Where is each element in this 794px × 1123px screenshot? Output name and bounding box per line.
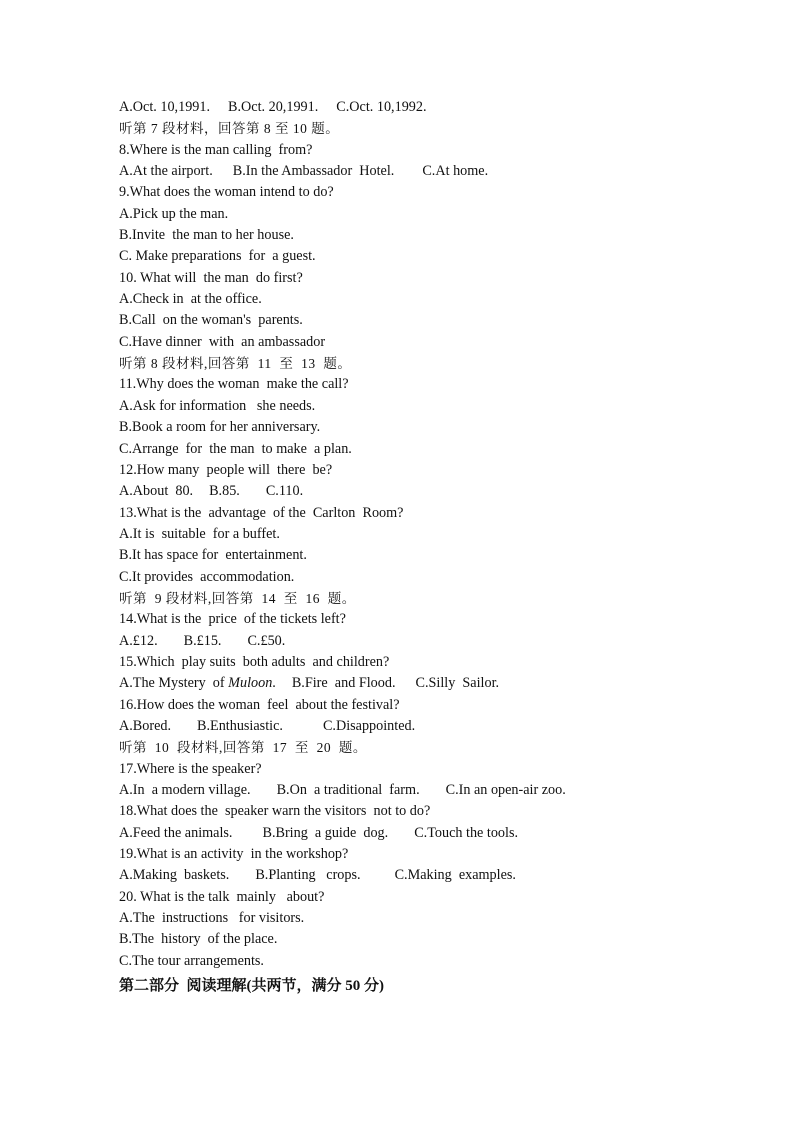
question-line: 20. What is the talk mainly about? — [119, 888, 325, 905]
option: B.Planting crops. — [255, 867, 361, 884]
question-line: 13.What is the advantage of the Carlton Room? — [119, 504, 404, 521]
option-a — [119, 675, 276, 691]
option: A.Making baskets. — [119, 867, 230, 884]
question-line: C. Make preparations for a guest. — [119, 248, 316, 265]
question-line: C.Arrange for the man to make a plan. — [119, 440, 352, 457]
question-line: C.The tour arrangements. — [119, 952, 264, 969]
question-line: 14.What is the price of the tickets left? — [119, 611, 346, 628]
option: B.Fire and Flood. — [291, 675, 396, 692]
option: C.Touch the tools. — [414, 824, 519, 841]
question-line: A.The instructions for visitors. — [119, 910, 305, 927]
section-instruction: 听第 9 段材料,回答第 14 至 16 题。 — [119, 590, 356, 606]
question-line: A.Check in at the office. — [119, 291, 262, 308]
question-line: 17.Where is the speaker? — [119, 760, 262, 777]
options-line — [119, 631, 719, 652]
option: B.Enthusiastic. — [197, 717, 283, 734]
question-line: C.Have dinner with an ambassador — [119, 333, 326, 350]
question-line: A.Pick up the man. — [119, 205, 229, 222]
options-line — [119, 161, 719, 182]
option: B.£15. — [183, 632, 222, 649]
options-line — [119, 673, 719, 694]
option-a-suffix: . — [272, 675, 276, 692]
section-instruction: 听第 10 段材料,回答第 17 至 20 题。 — [119, 740, 367, 756]
question-line: A.It is suitable for a buffet. — [119, 525, 280, 542]
question-line: 12.How many people will there be? — [119, 461, 333, 478]
question-line: 16.How does the woman feel about the festival? — [119, 696, 400, 713]
option: B.In the Ambassador Hotel. — [232, 163, 395, 180]
option: C.£50. — [247, 632, 286, 649]
question-line: 19.What is an activity in the workshop? — [119, 846, 349, 863]
question-line: C.It provides accommodation. — [119, 568, 295, 585]
part-heading: 第二部分 阅读理解(共两节，满分 50 分) — [119, 978, 384, 995]
question-line: 18.What does the speaker warn the visitors not to do? — [119, 803, 431, 820]
option: A.Bored. — [119, 717, 172, 734]
options-line — [119, 823, 719, 844]
question-line: 15.Which play suits both adults and children? — [119, 653, 390, 670]
question-line: 8.Where is the man calling from? — [119, 141, 313, 158]
question-line: B.Invite the man to her house. — [119, 227, 294, 244]
option: C.Silly Sailor. — [415, 675, 500, 692]
option: A.At the airport. — [119, 163, 213, 180]
options-line — [119, 865, 719, 886]
question-line: 11.Why does the woman make the call? — [119, 376, 349, 393]
question-line: B.The history of the place. — [119, 931, 278, 948]
question-line: 10. What will the man do first? — [119, 269, 303, 286]
option: A.About 80. — [119, 483, 194, 500]
options-line — [119, 481, 719, 502]
option: C.Oct. 10,1992. — [336, 99, 427, 115]
option: A.Oct. 10,1991. — [119, 99, 211, 115]
option: B.Bring a guide dog. — [262, 824, 389, 841]
section-instruction: 听第 8 段材料,回答第 11 至 13 题。 — [119, 356, 352, 372]
options-line — [119, 97, 719, 118]
option: B.On a traditional farm. — [276, 782, 420, 798]
option: A.In a modern village. — [119, 782, 251, 798]
option: C.Disappointed. — [322, 717, 416, 734]
option: C.Making examples. — [394, 867, 516, 884]
listening-questions — [119, 97, 719, 997]
option: C.110. — [265, 483, 304, 500]
option: C.At home. — [422, 163, 489, 180]
question-line: 9.What does the woman intend to do? — [119, 184, 334, 201]
option: B.Oct. 20,1991. — [228, 99, 319, 115]
question-line: B.It has space for entertainment. — [119, 547, 307, 564]
question-line: B.Book a room for her anniversary. — [119, 419, 321, 436]
option: A.£12. — [119, 632, 158, 649]
option: C.In an open-air zoo. — [445, 782, 566, 798]
question-line: A.Ask for information she needs. — [119, 397, 316, 414]
option-a-prefix: A.The Mystery of — [119, 675, 229, 692]
section-instruction: 听第 7 段材料，回答第 8 至 10 题。 — [119, 121, 340, 137]
question-line: B.Call on the woman's parents. — [119, 312, 303, 329]
options-line — [119, 716, 719, 737]
option-a-italic: Muloon — [228, 675, 273, 692]
option: A.Feed the animals. — [119, 824, 233, 841]
options-line — [119, 780, 719, 801]
option: B.85. — [209, 483, 240, 500]
